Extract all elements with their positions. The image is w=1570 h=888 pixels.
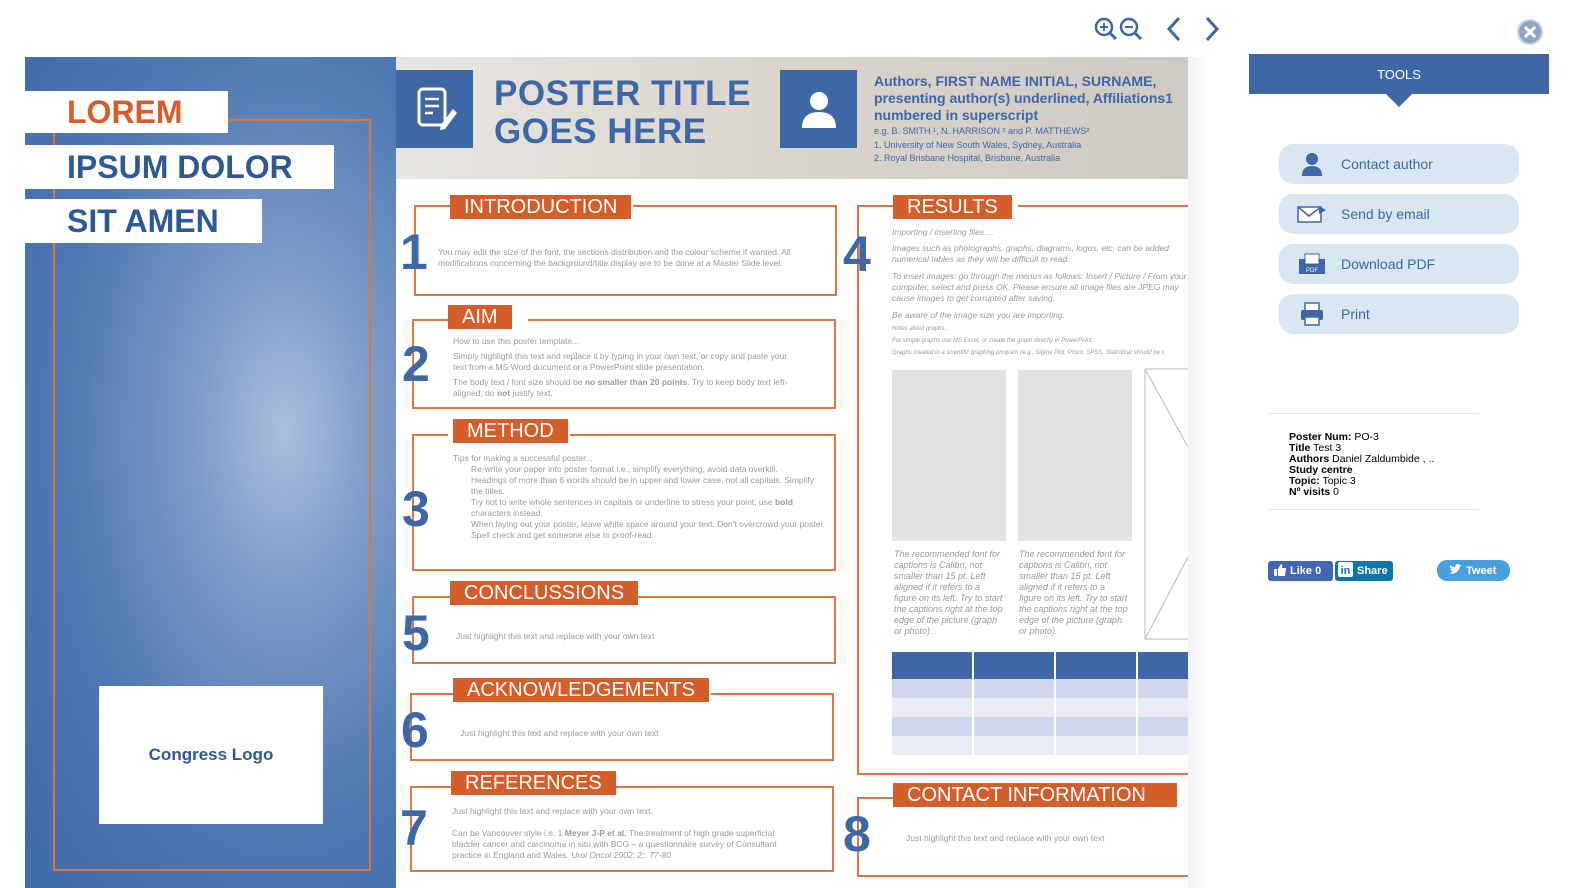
table-row xyxy=(892,698,1188,717)
like-label: Like 0 xyxy=(1290,565,1322,577)
section-rule xyxy=(410,693,453,695)
section-number-3: 3 xyxy=(402,481,430,537)
authors-example: e.g. B. SMITH ¹, N. HARRISON ² and P. MATTHEWS² xyxy=(874,126,1090,136)
section-number-4: 4 xyxy=(843,226,871,282)
info-label: Title xyxy=(1289,442,1311,454)
printer-icon xyxy=(1297,302,1327,326)
conclusions-text: Just highlight this text and replace with your own text xyxy=(456,631,655,641)
section-title-contact: CONTACT INFORMATION xyxy=(893,783,1177,807)
section-rule xyxy=(414,205,450,207)
aim-line3a: The body text / font size should be xyxy=(453,377,583,387)
aim-line3b: no smaller than 20 points xyxy=(584,377,688,387)
method-intro: Tips for making a successful poster... xyxy=(453,453,593,463)
references-line1: Just highlight this text and replace with your own text. xyxy=(452,806,653,816)
poster-title-line2: GOES HERE xyxy=(494,112,707,151)
results-line1: Importing / inserting files.... xyxy=(892,227,994,237)
results-line4: Be aware of the image size you are importing. xyxy=(892,310,1065,320)
twitter-bird-icon xyxy=(1449,564,1462,578)
svg-text:PDF: PDF xyxy=(1306,268,1318,274)
congress-logo: Congress Logo xyxy=(99,686,323,824)
method-bullet-part: Try not to write whole sentences in capitals or underline to stress your point, use xyxy=(471,497,773,507)
pdf-icon xyxy=(1297,252,1327,276)
divider xyxy=(1269,413,1479,414)
divider xyxy=(1269,509,1479,510)
left-label-sit: SIT AMEN xyxy=(25,199,262,243)
method-bullet: Spell check and get someone else to proof-read. xyxy=(471,530,654,540)
info-value: Daniel Zaldumbide , .. xyxy=(1332,453,1435,465)
authors-heading: Authors, FIRST NAME INITIAL, SURNAME, presenting author(s) underlined, Affiliations1 numbered in superscript xyxy=(874,73,1173,123)
download-pdf-button[interactable] xyxy=(1279,244,1519,284)
section-number-7: 7 xyxy=(400,800,428,856)
info-label: Poster Num: xyxy=(1289,431,1352,443)
poster-shadow xyxy=(1188,57,1210,888)
section-title-references: REFERENCES xyxy=(451,771,616,795)
table-divider xyxy=(1136,652,1138,755)
section-rule xyxy=(570,434,836,436)
info-value: Test 3 xyxy=(1313,442,1342,454)
reference-authors: Meyer J-P et al. xyxy=(564,828,627,838)
section-rule xyxy=(633,596,836,598)
section-title-introduction: INTRODUCTION xyxy=(450,195,631,219)
chevron-right-icon[interactable] xyxy=(1197,14,1227,44)
reference-journal: Urol Oncol 2002; 2;: 77-80 xyxy=(571,850,671,860)
intro-text: You may edit the size of the font, the sections distribution and the colour scheme if wanted. All modifications concerning the background/title display are to be done at a Master Slide level. xyxy=(438,247,791,268)
section-number-8: 8 xyxy=(843,806,871,862)
linkedin-share-button[interactable] xyxy=(1335,561,1393,581)
poster-info xyxy=(1289,432,1434,498)
method-bullet-part: characters instead. xyxy=(471,508,543,518)
affiliation-1: 1. University of New South Wales, Sydney, Australia xyxy=(874,140,1082,150)
section-rule xyxy=(607,786,834,788)
section-acknowledgements xyxy=(410,693,834,761)
info-value: 0 xyxy=(1333,486,1339,498)
section-number-5: 5 xyxy=(402,605,430,661)
contact-author-label: Contact author xyxy=(1341,156,1433,172)
tools-header: TOOLS xyxy=(1249,54,1549,94)
aim-line3e: justify text. xyxy=(512,388,553,398)
download-pdf-label: Download PDF xyxy=(1341,256,1436,272)
person-icon xyxy=(1297,152,1327,176)
results-line5: Notes about graphs... xyxy=(892,326,950,332)
table-row xyxy=(892,736,1188,755)
zoom-out-icon[interactable] xyxy=(1117,14,1147,44)
info-label: Nº visits xyxy=(1289,486,1331,498)
info-value: Topic 3 xyxy=(1322,475,1356,487)
method-list xyxy=(453,453,828,541)
aim-line3c: . Try to keep body text left-aligned, do xyxy=(453,377,788,398)
close-icon[interactable] xyxy=(1516,18,1544,46)
svg-text:in: in xyxy=(1340,565,1351,577)
method-bullet: When laying out your poster, leave white space around your text. Don't overcrowd your poster. xyxy=(471,519,826,529)
aim-line2: Simply highlight this text and replace it by typing in your own text, or copy and paste your text from a MS Word document or a PowerPoint slide presentation. xyxy=(453,351,788,372)
reference-part: Can be Vancouver style i.e. 1 xyxy=(452,828,563,838)
print-button[interactable] xyxy=(1279,294,1519,334)
info-label: Authors xyxy=(1289,453,1330,465)
person-icon xyxy=(780,70,857,148)
send-by-email-label: Send by email xyxy=(1341,206,1430,222)
affiliation-2: 2. Royal Brisbane Hospital, Brisbane, Australia xyxy=(874,153,1061,163)
figure-caption: The recommended font for captions is Calibri, not smaller than 15 pt. Left aligned if it refers to a figure on its left. Try to start the captions right at the top edge of the picture (graph or photo). xyxy=(894,549,1003,636)
table-divider xyxy=(1054,652,1056,755)
section-title-acknowledgements: ACKNOWLEDGEMENTS xyxy=(453,678,709,702)
aim-line3 xyxy=(453,377,793,399)
method-bullet: Re-write your paper into poster format i.e., simplify everything, avoid data overkill. xyxy=(471,464,778,474)
section-title-aim: AIM xyxy=(448,305,512,329)
method-bullet: Headings of more than 6 words should be in upper and lower case, not all capitals. Simplify the titles. xyxy=(471,475,815,496)
thumbs-up-icon xyxy=(1274,564,1286,579)
section-rule xyxy=(633,205,837,207)
section-rule xyxy=(1018,205,1188,207)
section-rule xyxy=(412,596,450,598)
contact-text: Just highlight this text and replace with your own text xyxy=(906,833,1105,843)
section-rule xyxy=(528,319,836,321)
method-bullet xyxy=(453,497,828,519)
results-line3: To insert images: go through the menus as follows: Insert / Picture / From your computer, select and press OK. Please ensure all image files are JPEG may cause images to get corrupted after saving. xyxy=(892,271,1187,303)
chevron-left-icon[interactable] xyxy=(1160,14,1190,44)
reference-part: The treatment of high grade superficial bladder cancer and carcinoma in situ with BCG – a questionnaire survey of Consultant practice in England and Wales. xyxy=(452,828,777,860)
results-table xyxy=(892,652,1188,761)
share-label: Share xyxy=(1357,565,1388,577)
table-divider xyxy=(972,652,974,755)
results-line6: For simple graphs use MS Excel, or create the graph directly in PowerPoint. xyxy=(892,338,1094,344)
tools-header-arrow xyxy=(1386,94,1412,107)
info-visits xyxy=(1289,487,1434,498)
references-line2 xyxy=(452,828,797,861)
section-number-2: 2 xyxy=(402,336,430,392)
section-rule xyxy=(410,786,451,788)
section-title-conclusions: CONCLUSSIONS xyxy=(450,581,638,605)
table-header-row xyxy=(892,652,1188,679)
poster-left-panel xyxy=(25,57,396,888)
section-title-method: METHOD xyxy=(453,419,568,443)
info-label: Study centre xyxy=(1289,464,1353,476)
poster-header xyxy=(396,57,1188,179)
document-edit-icon xyxy=(396,70,473,148)
table-row xyxy=(892,679,1188,698)
section-conclusions xyxy=(412,596,836,664)
facebook-like-button[interactable] xyxy=(1268,561,1333,581)
poster-title-line1: POSTER TITLE xyxy=(494,74,751,113)
left-label-lorem: LOREM xyxy=(25,91,228,133)
section-rule xyxy=(857,205,893,207)
linkedin-icon xyxy=(1338,562,1353,580)
aim-line3d: not xyxy=(496,388,511,398)
section-rule xyxy=(857,797,893,799)
left-label-ipsum: IPSUM DOLOR xyxy=(25,145,334,189)
envelope-icon xyxy=(1297,202,1327,226)
tweet-button[interactable] xyxy=(1437,560,1510,581)
table-row xyxy=(892,717,1188,736)
section-number-1: 1 xyxy=(400,224,428,280)
image-placeholder xyxy=(892,370,1006,541)
figure-caption: The recommended font for captions is Calibri, not smaller than 15 pt. Left aligned if it refers to a figure on its left. Try to start the captions right at the top edge of the picture (graph or photo). xyxy=(1019,549,1128,636)
section-rule xyxy=(412,434,448,436)
tweet-label: Tweet xyxy=(1466,564,1497,577)
results-line2: Images such as photographs, graphs, diagrams, logos, etc, can be added numerical tables as they will be difficult to read. xyxy=(892,243,1169,264)
acknowledgements-text: Just highlight this text and replace with your own text xyxy=(460,728,659,738)
aim-line1: How to use this poster template... xyxy=(453,336,580,346)
print-label: Print xyxy=(1341,306,1370,322)
poster-viewer xyxy=(25,57,1188,888)
section-rule xyxy=(711,693,834,695)
section-rule xyxy=(412,319,448,321)
image-placeholder xyxy=(1018,370,1132,541)
image-placeholder-partial xyxy=(1144,367,1188,642)
section-title-results: RESULTS xyxy=(893,195,1012,219)
results-line7: Graphs created in a scientific graphing program (e.g., Sigma Plot, Prism, SPSS, Statistica) should be s xyxy=(892,350,1165,356)
poster-title xyxy=(494,75,751,151)
method-bullet-bold: bold xyxy=(774,497,793,507)
send-by-email-button[interactable] xyxy=(1279,194,1519,234)
info-label: Topic: xyxy=(1289,475,1320,487)
contact-author-button[interactable] xyxy=(1279,144,1519,184)
section-number-6: 6 xyxy=(401,702,429,758)
info-value: PO-3 xyxy=(1354,431,1379,443)
